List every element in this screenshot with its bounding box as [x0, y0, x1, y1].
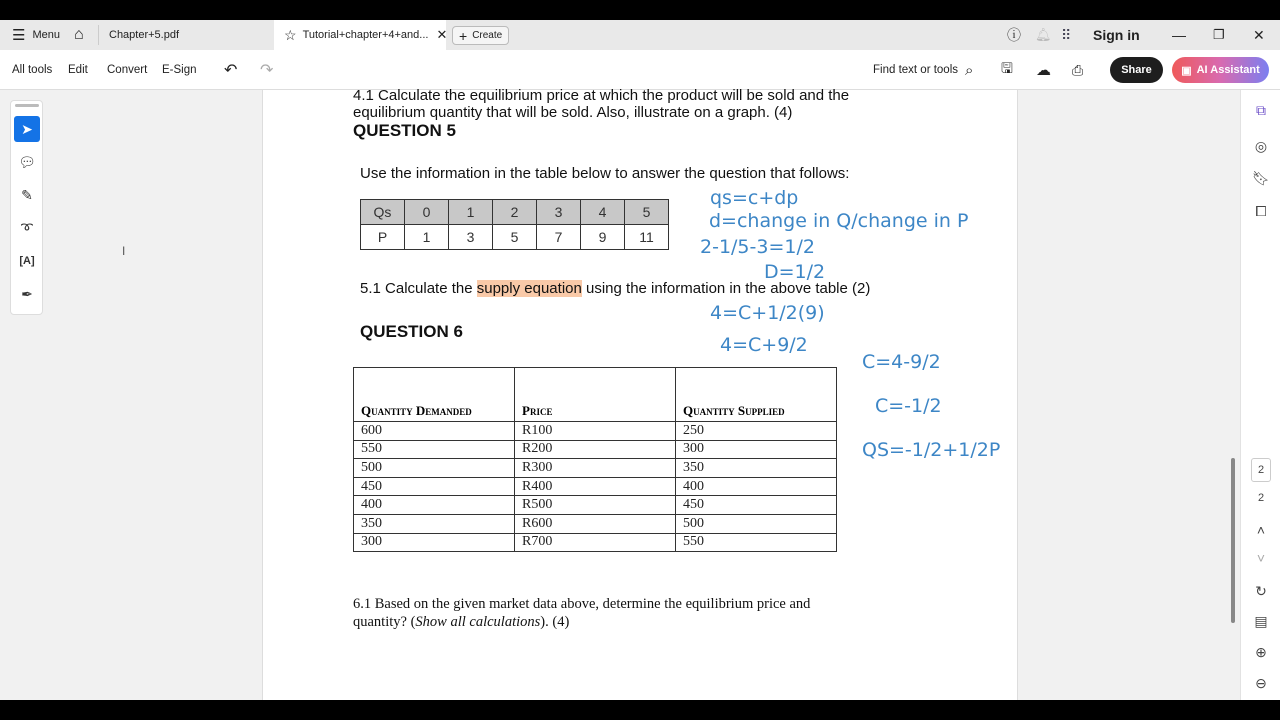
table-cell: 400 — [354, 496, 515, 515]
table-cell: 350 — [676, 459, 837, 478]
question-4-1-line2: equilibrium quantity that will be sold. Also, illustrate on a graph. (4) — [353, 104, 793, 121]
table-cell: P — [361, 225, 405, 250]
q61-italic: Show all calculations — [415, 614, 541, 630]
table-cell: 250 — [676, 422, 837, 441]
handwritten-annotation[interactable]: 2-1/5-3=1/2 — [700, 236, 815, 258]
table-cell: R700 — [515, 533, 676, 552]
help-icon[interactable]: ⓘ — [1007, 27, 1021, 43]
find-button[interactable] — [873, 55, 973, 85]
tab-chapter5[interactable] — [109, 20, 179, 50]
page-total: 2 — [1257, 492, 1265, 504]
comments-icon[interactable]: ◎ — [1254, 138, 1268, 154]
question-6-1-line2 — [353, 613, 810, 631]
hamburger-icon: ☰ — [12, 27, 26, 44]
question-6-1-line1: 6.1 Based on the given market data above, determine the equilibrium price and — [353, 596, 811, 612]
table-header-row — [354, 368, 837, 422]
table-row — [354, 477, 837, 496]
zoom-out-icon[interactable]: ⊖ — [1255, 675, 1267, 691]
table-row — [361, 200, 669, 225]
q51-text: 5.1 Calculate the — [360, 280, 477, 297]
table-row — [354, 459, 837, 478]
ai-label: AI Assistant — [1196, 64, 1260, 76]
close-tab-icon[interactable]: ✕ — [436, 27, 448, 42]
table-cell: R100 — [515, 422, 676, 441]
table-cell: R300 — [515, 459, 676, 478]
tab-tutorial[interactable] — [274, 20, 446, 50]
apps-grid-icon[interactable]: ⠿ — [1061, 26, 1072, 43]
column-header: Quantity Supplied — [676, 368, 837, 422]
create-button[interactable]: + Create — [452, 26, 509, 45]
handwritten-annotation[interactable]: 4=C+1/2(9) — [710, 302, 825, 324]
table-cell: 4 — [581, 200, 625, 225]
question-5-heading: QUESTION 5 — [353, 121, 456, 140]
column-header: Price — [515, 368, 676, 422]
tab-label: Chapter+5.pdf — [109, 29, 180, 41]
edit-button[interactable]: Edit — [68, 64, 88, 76]
table-cell: 7 — [537, 225, 581, 250]
esign-button[interactable]: E-Sign — [162, 64, 197, 76]
sign-pen-icon[interactable]: ✒ — [21, 285, 33, 302]
toolbar — [0, 50, 1280, 90]
table-row — [361, 225, 669, 250]
home-icon[interactable]: ⌂ — [74, 26, 84, 43]
handwritten-annotation[interactable]: d=change in Q/change in P — [709, 210, 969, 232]
zoom-in-icon[interactable]: ⊕ — [1255, 644, 1267, 660]
q61-text: quantity? ( — [353, 614, 416, 630]
tab-label: Tutorial+chapter+4+and... — [302, 29, 429, 41]
table-cell: 550 — [676, 533, 837, 552]
sign-in-button[interactable]: Sign in — [1093, 27, 1140, 43]
bell-icon[interactable]: 🔔︎ — [1035, 27, 1052, 42]
next-page-icon[interactable]: ˅ — [1256, 550, 1266, 566]
table-cell: 2 — [493, 200, 537, 225]
table-cell: 450 — [354, 477, 515, 496]
handwritten-annotation[interactable]: qs=c+dp — [710, 187, 799, 209]
menu-button[interactable] — [12, 20, 60, 50]
search-icon: ⌕ — [965, 61, 974, 79]
market-data-table — [353, 367, 837, 552]
select-cursor-icon[interactable]: ➤ — [14, 116, 40, 142]
table-cell: R400 — [515, 477, 676, 496]
table-cell: 5 — [493, 225, 537, 250]
table-cell: 3 — [537, 200, 581, 225]
q51-text: using the information in the above table (2) — [581, 280, 871, 297]
handwritten-annotation[interactable]: D=1/2 — [764, 261, 826, 283]
q61-text: ). (4) — [540, 614, 570, 630]
pen-highlight-icon[interactable]: ✎ — [21, 186, 33, 203]
create-label: Create — [472, 30, 503, 41]
star-icon[interactable]: ☆ — [284, 26, 297, 43]
text-cursor-icon: I — [122, 244, 126, 258]
all-tools-button[interactable]: All tools — [12, 64, 53, 76]
question-5-intro: Use the information in the table below to answer the question that follows: — [360, 165, 850, 182]
save-icon[interactable]: 🖫 — [1001, 60, 1013, 76]
table-cell: R600 — [515, 514, 676, 533]
table-cell: Qs — [361, 200, 405, 225]
close-window-icon[interactable]: ✕ — [1253, 26, 1265, 43]
table-row — [354, 514, 837, 533]
freehand-draw-icon[interactable]: ➰︎ — [21, 219, 33, 236]
question-6-heading: QUESTION 6 — [360, 322, 463, 341]
table-cell: 400 — [676, 477, 837, 496]
table-cell: 0 — [405, 200, 449, 225]
previous-page-icon[interactable]: ˄ — [1256, 522, 1266, 538]
comment-icon[interactable]: 💬︎ — [18, 153, 36, 170]
table-cell: R200 — [515, 440, 676, 459]
handwritten-annotation[interactable]: C=-1/2 — [875, 395, 942, 417]
table-cell: 350 — [354, 514, 515, 533]
right-rail — [1240, 90, 1280, 700]
rotate-icon[interactable]: ↻ — [1255, 583, 1267, 599]
table-cell: 9 — [581, 225, 625, 250]
table-cell: 300 — [676, 440, 837, 459]
table-row — [354, 496, 837, 515]
fit-page-icon[interactable]: ▤ — [1254, 613, 1268, 629]
table-row — [354, 440, 837, 459]
redo-icon[interactable]: ↷ — [260, 62, 274, 79]
handwritten-annotation[interactable]: C=4-9/2 — [862, 351, 941, 373]
ai-summary-icon[interactable]: ⧉ — [1256, 102, 1266, 118]
restore-icon[interactable]: ❐ — [1213, 27, 1225, 42]
find-label: Find text or tools — [873, 64, 959, 76]
table-cell: R500 — [515, 496, 676, 515]
upload-cloud-icon[interactable]: ☁ — [1036, 62, 1051, 79]
table-cell: 300 — [354, 533, 515, 552]
table-cell: 11 — [625, 225, 669, 250]
table-cell: 600 — [354, 422, 515, 441]
supply-table — [360, 199, 669, 250]
table-cell: 5 — [625, 200, 669, 225]
vertical-scrollbar[interactable] — [1231, 458, 1235, 623]
highlighted-text[interactable]: supply equation — [476, 280, 582, 297]
table-cell: 1 — [405, 225, 449, 250]
table-cell: 500 — [676, 514, 837, 533]
table-row — [354, 422, 837, 441]
left-tool-panel — [10, 100, 43, 315]
table-cell: 3 — [449, 225, 493, 250]
handwritten-annotation[interactable]: QS=-1/2+1/2P — [862, 439, 1001, 461]
undo-icon[interactable]: ↶ — [224, 62, 238, 79]
pages-icon[interactable]: ⧠ — [1255, 203, 1267, 219]
question-4-1-line1: 4.1 Calculate the equilibrium price at which the product will be sold and the — [353, 87, 850, 104]
ai-icon: ▣ — [1181, 64, 1192, 77]
ai-assistant-button[interactable] — [1172, 57, 1269, 83]
table-cell: 550 — [354, 440, 515, 459]
handwritten-annotation[interactable]: 4=C+9/2 — [720, 334, 808, 356]
convert-button[interactable]: Convert — [107, 64, 148, 76]
minimize-icon[interactable]: — — [1172, 27, 1186, 43]
table-cell: 1 — [449, 200, 493, 225]
column-header: Quantity Demanded — [354, 368, 515, 422]
share-button[interactable]: Share — [1110, 57, 1163, 83]
table-cell: 450 — [676, 496, 837, 515]
table-cell: 500 — [354, 459, 515, 478]
print-icon[interactable]: ⎙ — [1072, 61, 1084, 78]
table-row — [354, 533, 837, 552]
text-box-icon[interactable]: [A] — [19, 255, 35, 267]
menu-label: Menu — [32, 29, 60, 41]
page-number-input[interactable]: 2 — [1251, 458, 1271, 482]
tab-bar — [0, 20, 1280, 50]
bookmark-icon[interactable]: 🔖︎ — [1252, 170, 1270, 186]
